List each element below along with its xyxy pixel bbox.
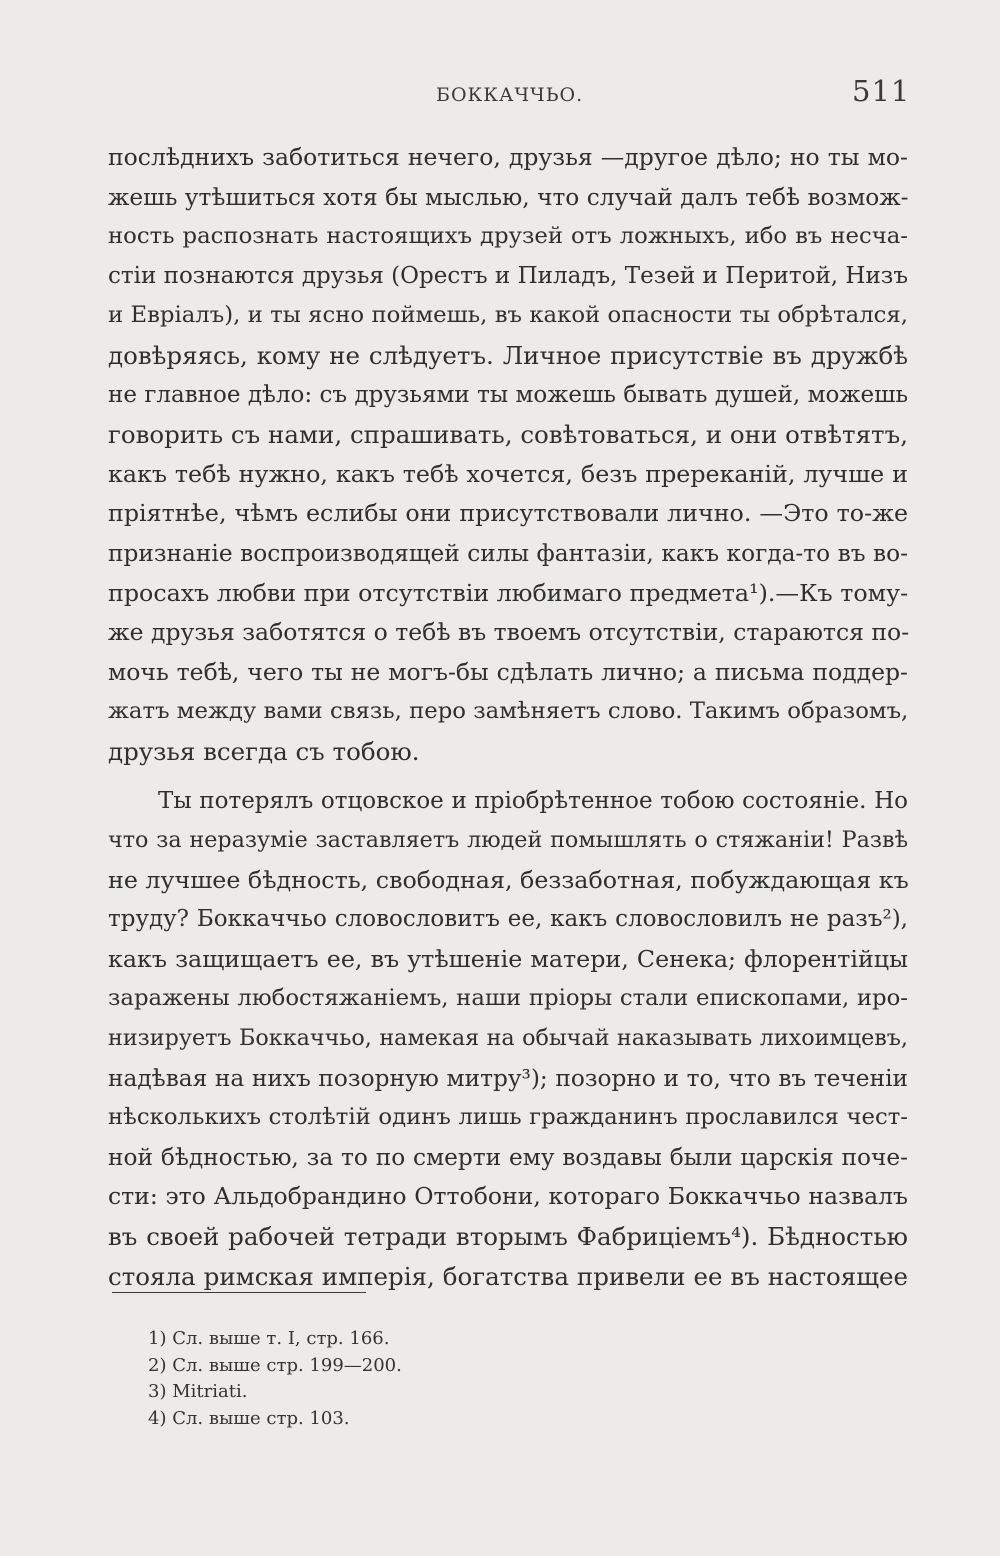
text-line: мочь тебѣ, чего ты не могъ-бы сдѣлать лично; а письма поддер- [108,657,908,686]
text-line: просахъ любви при отсутствіи любимаго предмета¹).—Къ тому- [108,578,909,607]
text-line: жатъ между вами связь, перо замѣняетъ слово. Такимъ образомъ, [108,698,909,725]
text-line: что за неразуміе заставляетъ людей помышлять о стяжаніи! Развѣ [108,827,908,854]
paragraph-gap [108,772,908,782]
text-line: и Евріалъ), и ты ясно поймешь, въ какой опасности ты обрѣтался, [108,302,908,329]
text-line: не главное дѣло: съ друзьями ты можешь бывать душей, можешь [108,381,908,408]
footnote-4: 4) Сл. выше стр. 103. [148,1407,350,1429]
text-line: говорить съ нами, спрашивать, совѣтоваться, и они отвѣтятъ, [108,420,908,450]
footnote-2: 2) Сл. выше стр. 199—200. [148,1354,402,1376]
text-line: какъ защищаетъ ее, въ утѣшеніе матери, Сенека; флорентійцы [108,944,908,973]
text-line: стояла римская имперія, богатства привели ее въ настоящее [108,1261,908,1291]
page-number: 511 [852,74,911,108]
running-head [0,72,1000,112]
footnote-3: 3) Mitriati. [148,1381,248,1402]
text-line: ной бѣдностью, за то по смерти ему воздавы были царскія поче- [108,1143,908,1171]
text-line: сти: это Альдобрандино Оттобони, котораго Боккаччьо назвалъ [108,1182,908,1211]
text-line: нѣсколькихъ столѣтій одинъ лишь гражданинъ прославился чест- [108,1104,908,1131]
text-line: пріятнѣе, чѣмъ еслибы они присутствовали лично. —Это то-же [108,499,908,528]
text-line: заражены любостяжаніемъ, наши пріоры стали епископами, иро- [108,985,908,1012]
text-line: не лучшее бѣдность, свободная, беззаботная, побуждающая къ [108,865,909,894]
text-line: низируетъ Боккаччьо, намекая на обычай наказывать лихоимцевъ, [108,1025,908,1052]
footnote-1: 1) Сл. выше т. I, стр. 166. [148,1328,390,1349]
text-line: же друзья заботятся о тебѣ въ твоемъ отсутствіи, стараются по- [108,618,910,647]
body-text [108,138,908,1296]
paragraph-1 [108,138,908,772]
text-line: жешь утѣшиться хотя бы мыслью, что случай далъ тебѣ возмож- [108,183,909,211]
text-line: какъ тебѣ нужно, какъ тебѣ хочется, безъ пререканій, лучше и [108,459,908,488]
footnotes [148,1326,848,1432]
text-line: ность распознать настоящихъ друзей отъ ложныхъ, ибо въ несча- [108,223,908,250]
text-line: въ своей рабочей тетради вторымъ Фабриціемъ⁴). Бѣдностью [108,1222,908,1252]
text-line: труду? Боккаччьо словословитъ ее, какъ словословилъ не разъ²), [108,906,908,933]
text-line: стіи познаются друзья (Орестъ и Пиладъ, Тезей и Перитой, Низъ [108,262,908,289]
text-line: Ты потерялъ отцовское и пріобрѣтенное тобою состояніе. Но [158,787,908,814]
running-title: БОККАЧЧЬО. [436,84,584,106]
text-line: надѣвая на нихъ позорную митру³); позорно и то, что въ теченіи [108,1064,908,1092]
text-line: довѣряясь, кому не слѣдуетъ. Личное присутствіе въ дружбѣ [108,340,908,370]
text-line: послѣднихъ заботиться нечего, друзья —другое дѣло; но ты мо- [108,143,908,171]
text-line: друзья всегда съ тобою. [108,736,420,766]
paragraph-2 [108,782,908,1297]
footnote-divider [112,1292,366,1293]
text-line: признаніе воспроизводящей силы фантазіи, какъ когда-то въ во- [108,539,908,567]
